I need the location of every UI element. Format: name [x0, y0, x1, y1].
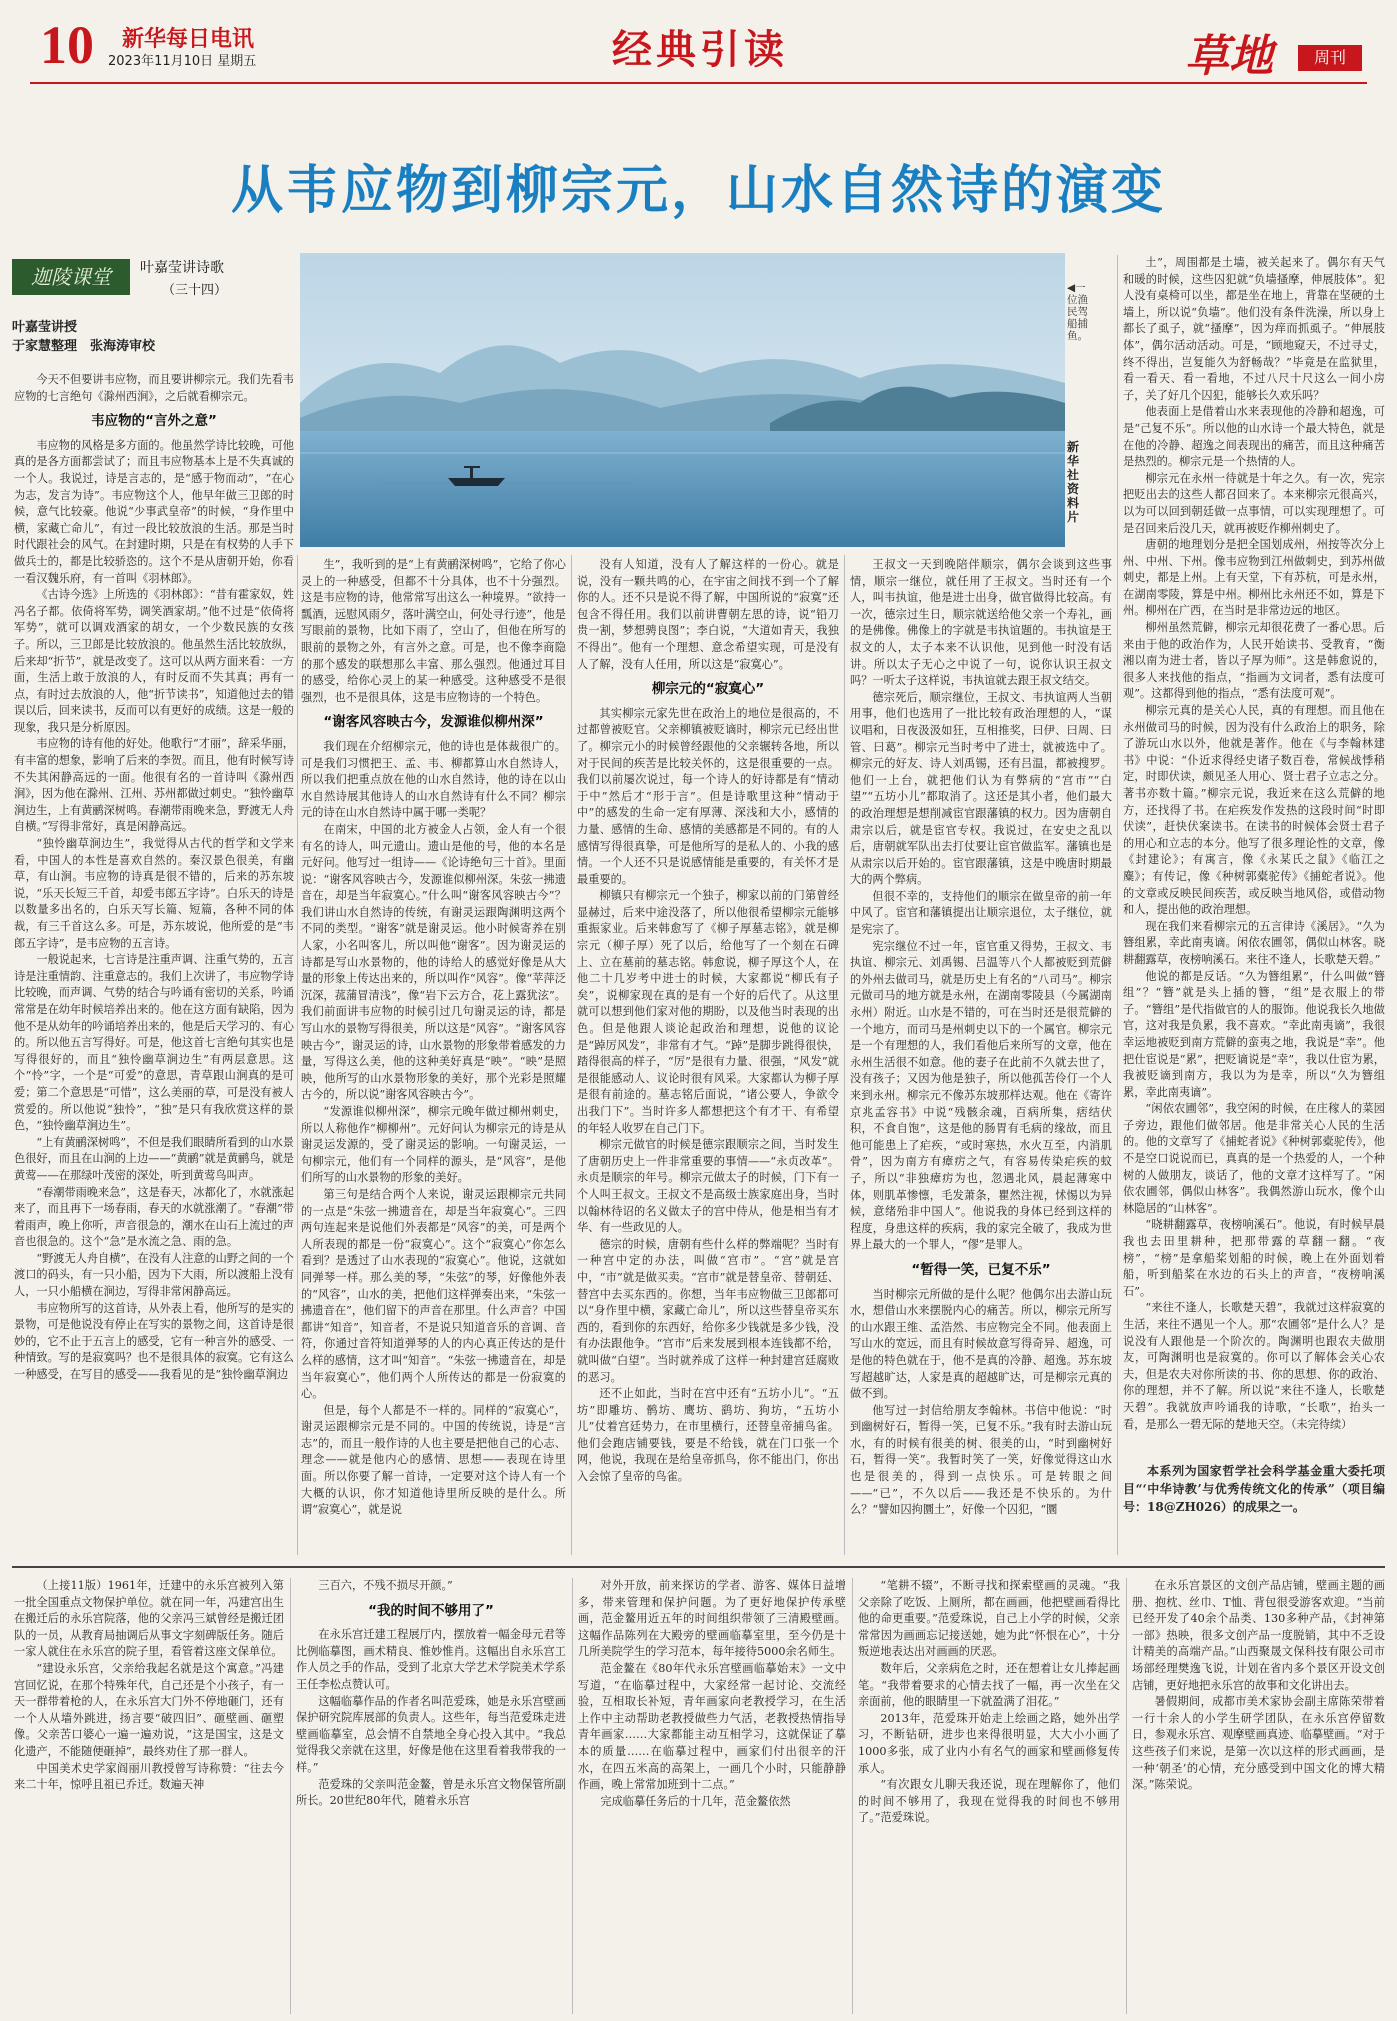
paragraph: 完成临摹任务后的十几年，范金鳌依然 — [600, 1794, 791, 1808]
column-divider — [571, 555, 572, 1555]
weekly-logo: 草地 — [1185, 31, 1273, 82]
paragraph: 他表面上是借着山水来表现他的冷静和超逸，可是“己复不乐”。所以他的山水诗一个最大特色，就是在他的冷静、超逸之间表现出的痛苦，而且这种痛苦是热烈的。柳宗元是一个热情的人。 — [1123, 405, 1385, 469]
paragraph: 德宗死后，顺宗继位，王叔文、韦执谊两人当朝用事，他们也选用了一批比较有政治理想的人，“谋议唱和，日夜汲汲如狂，互相推奖，曰伊、曰周、曰管、曰葛”。柳宗元当时考中了进士，就被选中了。柳宗元的好友、诗人刘禹锡，还有吕温，都被搜罗。他们一上台，就把他们认为有弊病的“宫市”“白望”“五坊小儿”都取消了。这还是其小者，他们最大的政治理想是想削减宦官跟藩镇的权力。因为唐朝自肃宗以后，就是宦官专权。我说过，在安史之乱以后，唐朝就军队出去打仗要让宦官做监军。藩镇也是从肃宗以后开始的。宦官跟藩镇，这是中晚唐时期最大的两个弊病。 — [850, 690, 1112, 887]
paragraph: “有次跟女儿聊天我还说，现在理解你了，他们的时间不够用了，我现在觉得我的时间也不够用了。”范爱珠说。 — [858, 1778, 1120, 1825]
paragraph: 现在我们来看柳宗元的五言律诗《溪居》。“久为簪组累，幸此南夷谪。闲依农圃邻，偶似山林客。晓耕翻露草，夜榜响溪石。来往不逢人，长歌楚天碧。” — [1123, 919, 1385, 966]
paragraph: 柳镇只有柳宗元一个独子，柳家以前的门第曾经显赫过，后来中途没落了，所以他很希望柳宗元能够重振家业。后来韩愈写了《柳子厚墓志铭》，就是柳宗元（柳子厚）死了以后，给他写了一个刻在石碑上、立在墓前的墓志铭。韩愈说，柳子厚这个人，在他二十几岁考中进士的时候，大家都说“柳氏有子矣”，说柳家现在真的是有一个好的后代了。从这里就可以想到他们家对他的期盼，以及他当时表现的出色。但是他跟人谈论起政治和理想，说他的议论是“踔厉风发”，非常有才气。“踔”是脚步跳得很快，踏得很高的样子，“厉”是很有力量、很强，“风发”就是很能感动人、议论时很有风采。大家都认为柳子厚是很有前途的。墓志铭后面说，“诸公要人，争欲令出我门下”。当时许多人都想把这个有才干、有希望的年轻人收罗在自己门下。 — [577, 889, 839, 1135]
continued-column-4 — [858, 1578, 1120, 2016]
paragraph: 他写过一封信给朋友李翰林。书信中他说：“时到幽树好石，暂得一笑，已复不乐。”我有时去游山玩水，有的时候有很美的树、很美的山，“时到幽树好石，暂得一笑”。我暂时笑了一笑，好像觉得这山水也是很美的，得到一点快乐。可是转眼之间——“已”，不久以后——我还是不快乐的。为什么？“譬如囚拘圜土”，好像一个囚犯，“圜 — [850, 1403, 1112, 1517]
paragraph: 柳州虽然荒僻，柳宗元却很花费了一番心思。后来由于他的政治作为，人民开始读书、受教育，“衡湘以南为进士者，皆以子厚为师”。这是韩愈说的，很多人来找他的指点，“指画为文词者，悉有法度可观”。这都得到他的指点，“悉有法度可观”。 — [1123, 621, 1385, 701]
column-divider — [572, 1578, 573, 2014]
funding-note — [1123, 1462, 1385, 1557]
paragraph: 对外开放，前来探访的学者、游客、媒体日益增多，带来管理和保护问题。为了更好地保护传承壁画，范金鳌用近五年的时间组织带领了三清殿壁画。这幅作品陈列在大殿旁的壁画临摹室里，至今仍是十几所美院学生的学习范本，每年接待5000余名师生。 — [578, 1579, 846, 1659]
article-column-2 — [301, 557, 566, 1560]
paragraph: 土”，周围都是土墙，被关起来了。偶尔有天气和暖的时候，这些囚犯就“负墙搔摩，伸展肢体”。犯人没有桌椅可以坐，都是坐在地上，背靠在坚硬的土墙上，所以说“负墙”。他们没有条件洗澡，所以身上都长了虱子，就“搔摩”，因为痒而抓虱子。“伸展肢体”，偶尔活动活动。可是，“顾地窥天，不过寻丈，终不得出，岂复能久为舒畅哉？”毕竟是在监狱里，看一看天、看一看地，不过八尺十尺这么一间小房子，关了好几个囚犯，能够长久欢乐吗？ — [1123, 256, 1385, 402]
header-rule — [30, 82, 1367, 84]
paragraph: 唐朝的地理划分是把全国划成州，州按等次分上州、中州、下州。像韦应物到江州做刺史，到苏州做刺史，都是上州。上有天堂，下有苏杭，可是永州，在湖南零陵，算是中州。柳州比永州还不如，算是下州。柳州在广西，在当时是非常边远的地区。 — [1123, 538, 1385, 618]
paragraph: 柳宗元在永州一待就是十年之久。有一次，宪宗把贬出去的这些人都召回来了。本来柳宗元很高兴，以为可以回到朝廷做一点事情，可以实现理想了。可是召回来后没几天，就再被贬作柳州刺史了。 — [1123, 471, 1385, 535]
paragraph: 在南宋，中国的北方被金人占领，金人有一个很有名的诗人，叫元遗山。遗山是他的号，他的本名是元好问。他写过一组诗——《论诗绝句三十首》。里面说：“谢客风容映古今，发源谁似柳州深。朱弦一拂遗音在，却是当年寂寞心。”什么叫“谢客风容映古今”？我们讲山水自然诗的传统，有谢灵运跟陶渊明这两个不同的类型。“谢客”就是谢灵运。他小时候寄养在别人家，小名叫客儿，所以叫他“谢客”。因为谢灵运的诗都是写山水景物的，他的诗给人的感觉好像是从大量的形象上传达出来的，所以叫作“风容”。像“苹萍泛沉深，菰蒲冒清浅”，像“岩下云方合，花上露犹泫”。我们前面讲韦应物的时候引过几句谢灵运的诗，都是写山水的景物写得很美，所以这是“风容”。“谢客风容映古今”，谢灵运的诗，山水景物的形象带着感发的力量，写得这么美，他的这种美好真是“映”。“映”是照映，他所写的山水景物形象的美好，那个光彩是照耀古今的，所以说“谢客风容映古今”。 — [301, 822, 566, 1102]
column-divider — [844, 555, 845, 1555]
column-divider — [1126, 1578, 1127, 2014]
column-divider — [290, 1578, 291, 2014]
paragraph: 这幅临摹作品的作者名叫范爱珠，她是永乐宫壁画保护研究院库展部的负责人。这些年，每当范爱珠走进壁画临摹室，总会情不自禁地全身心投入其中。“我总觉得我父亲就在这里，好像是他在这里看着我带我的一样。” — [296, 1694, 566, 1774]
section-heading: 韦应物的“言外之意” — [91, 413, 217, 430]
paragraph: 数年后，父亲病危之时，还在想着让女儿捧起画笔。“我带着要求的心情去找了一幅，再一次坐在父亲面前，他的眼睛里一下就盈满了泪花。” — [858, 1661, 1120, 1709]
paragraph: 范金鳌在《80年代永乐宫壁画临摹始末》一文中写道，“在临摹过程中，大家经常一起讨论、交流经验，互相取长补短，青年画家向老教授学习，在生活上作中主动帮助老教授做些力气活，老教授热情指导青年画家……大家都能主动互相学习，这就保证了摹本的质量……在临摹过程中，画家们付出很辛的汗水，在四五米高的高架上，一画几个小时，只能静静作画，晚上常常加班到十二点。” — [578, 1661, 846, 1792]
paragraph: 其实柳宗元家先世在政治上的地位是很高的，不过都曾被贬官。父亲柳镇被贬谪时，柳宗元已经出世了。柳宗元小的时候曾经跟他的父亲辗转各地，所以对于民间的疾苦是比较关怀的，这是很重要的一点。我们以前屡次说过，每一个诗人的好诗都是有“情动于中”然后才“形于言”。但是诗歌里这种“情动于中”的感发的生命一定有厚薄、深浅和大小，感情的力量、感情的生命、感情的美感都是不同的。有的人感情写得很真挚，可是他所写的是私人的、小我的感情。一个人还不只是说感情能是重要的，有关怀才是最重要的。 — [577, 706, 839, 886]
page-number: 10 — [40, 15, 94, 75]
lake-photo — [300, 253, 1065, 547]
paragraph: “发源谁似柳州深”，柳宗元晚年做过柳州刺史，所以人称他作“柳柳州”。元好问认为柳宗元的诗是从谢灵运发源的，受了谢灵运的影响。一句谢灵运，一句柳宗元，他们有一个同样的源头，是“风容”，是他们所写的山水景物的形象的美好。 — [301, 1105, 566, 1185]
section-title: 经典引读 — [612, 26, 788, 73]
paragraph: 但是，每个人都是不一样的。同样的“寂寞心”，谢灵运跟柳宗元是不同的。中国的传统说，诗是“言志”的，而且一般作诗的人也主要是把他自己的心志、理念——就是他内心的感情、思想——表现在诗里面。所以你要了解一首诗，一定要对这个诗人有一个大概的认识，你才知道他诗里所反映的是什么。所谓“寂寞心”，就是说 — [301, 1403, 566, 1517]
continued-column-1 — [14, 1578, 284, 2016]
article-column-3 — [577, 557, 839, 1560]
paragraph: 韦应物的风格是多方面的。他虽然学诗比较晚，可他真的是各方面都尝试了；而且韦应物基本上是不失真诚的一个人。我说过，诗是言志的，是“感于物而动”，“在心为志，发言为诗”。韦应物这个人，他早年做三卫郎的时候，意气比较豪。他说“少事武皇帝”的时候，“身作里中横，家藏亡命儿”，有过一段比较放浪的生活。那是当时时代跟社会的风气。在封建时期，只是在有权势的人手下做兵士的，都是比较骄恣的。这个不是从唐朝开始，你看一看汉魏乐府，有一首叫《羽林郎》。 — [14, 438, 294, 585]
paragraph: 柳宗元做官的时候是德宗跟顺宗之间，当时发生了唐朝历史上一件非常重要的事情——“永贞改革”。永贞是顺宗的年号。柳宗元做太子的时候，门下有一个人叫王叔文。王叔文不是高级士族家庭出身，当时以翰林待诏的名义做太子的宫中侍从，他是相当有才华、有一些政见的人。 — [577, 1138, 839, 1235]
paragraph: 第三句是结合两个人来说，谢灵运跟柳宗元共同的一点是“朱弦一拂遗音在，却是当年寂寞心”。三四两句连起来是说他们外表都是“风容”的美，可是两个人所表现的都是一份“寂寞心”。这个“寂寞心”你怎么看到？是透过了山水表现的“寂寞心”。他说，这就如同弹琴一样。那么美的琴，“朱弦”的琴，好像他外表的“风容”，山水的美，把他们这样弹奏出来，“朱弦一拂遗音在”，他们留下的声音在那里。什么声音？中国都讲“知音”，知音者，不是说只知道音乐的音调、音符，你通过音符知道弹琴的人的内心真正传达的是什么样的感情，这才叫“知音”。“朱弦一拂遗音在，却是当年寂寞心”，他们两个人所传达的都是一份寂寞的心。 — [301, 1187, 566, 1401]
series-box — [12, 253, 292, 303]
paragraph: “野渡无人舟自横”，在没有人注意的山野之间的一个渡口的码头，有一只小船，因为下大雨，所以渡船上没有人，一只小船横在涧边，写得非常闲静高远。 — [14, 1251, 294, 1299]
paragraph: 《古诗今选》上所选的《羽林郎》：“昔有霍家奴，姓冯名子都。依倚将军势，调笑酒家胡。”他不过是“依倚将军势”，就可以调戏酒家的胡女，一个少数民族的女孩子。所以，三卫郎是比较放浪的。他虽然生活比较放纵，后来却“折节”，就是改变了。这可以从两方面来看：一方面，生活上敢于放浪的人，有时反而不失其真；再有一点，有时过去放浪的人，他“折节读书”，知道他过去的错误以后，回来读书，反而可以有更好的成绩。这是一般的现象，我只是分析原因。 — [14, 588, 294, 734]
paragraph: “春潮带雨晚来急”，这是春天，冰都化了，水就涨起来了，而且再下一场春雨，春天的水就涨潮了。“春潮”带着雨声，晚上你听，声音很急的，潮水在山石上流过的声音也很急的。这个“急”是水流之急、雨的急。 — [14, 1185, 294, 1249]
paragraph: 中国美术史学家阎丽川教授曾写诗称赞：“往去今来二十年，惊呼且祖已乔迁。数遍天神 — [14, 1761, 284, 1792]
funding-note-text: 本系列为国家哲学社会科学基金重大委托项目“‘中华诗教’与优秀传统文化的传承”（项目编号：18@ZH026）的成果之一。 — [1123, 1464, 1385, 1514]
fisherman-lake-image — [300, 253, 1065, 547]
paragraph: 韦应物的诗有他的好处。他歌行“才丽”，辞采华丽，有丰富的想象，影响了后来的李贺。而且，他有时候写诗不失其闲静高远的一面。他很有名的一首诗叫《滁州西涧》，因为他在滁州、江州、苏州都做过刺史。“独怜幽草涧边生，上有黄鹂深树鸣。春潮带雨晚来急，野渡无人舟自横。”写得非常好，真是闲静高远。 — [14, 737, 294, 834]
paragraph: 一般说起来，七言诗是注重声调、注重气势的，五言诗是注重情韵、注重意志的。我们上次讲了，韦应物学诗比较晚，而声调、气势的结合与吟诵有密切的关系，吟诵常常是在幼年时候培养出来的。他在这方面有缺陷，因为他不是从幼年的吟诵培养出来的，他是后天学习的、有心的。所以他五言写得好。可是，他这首七言绝句其实也是写得很好的，而且“独怜幽草涧边生”有两层意思。这个“怜”字，一个是“可爱”的意思，青草跟山涧真的是可爱；第二个意思是“可惜”，这么美丽的草，可是没有被人赏爱的。所以他说“独怜”，“独”是只有我欣赏这样的景色，“独怜幽草涧边生”。 — [14, 953, 294, 1133]
section-heading: “暂得一笑，已复不乐” — [911, 1261, 1051, 1278]
paragraph: 在永乐宫景区的文创产品店铺，壁画主题的画册、抱枕、丝巾、T恤、背包很受游客欢迎。“当前已经开发了40余个品类、130多种产品，《封神第一部》热映，很多文创产品一度脱销，其中不乏设计精美的高端产品。”山西聚晟文保科技有限公司市场部经理樊逸飞说，计划在省内多个景区开设文创店铺，更好地把永乐宫的故事和文化讲出去。 — [1132, 1579, 1385, 1692]
article-column-1 — [14, 372, 294, 1560]
paragraph: （上接11版）1961年，迁建中的永乐宫被列入第一批全国重点文物保护单位。就在同一年，冯建宫出生在搬迁后的永乐宫院落，他的父亲冯三斌曾经是搬迁团队的一员，从教育局抽调后从事文字刻碑版任务。随后一家人就住在永乐宫的院子里，看管着这座文保单位。 — [14, 1579, 284, 1659]
paragraph: 今天不但要讲韦应物，而且要讲柳宗元。我们先看韦应物的七言绝句《滁州西涧》，之后就看柳宗元。 — [14, 373, 294, 403]
paragraph: “笔耕不辍”，不断寻找和探索壁画的灵魂。“我父亲除了吃饭、上厕所，都在画画，他把壁画看得比他的命更重要。”范爱珠说，自己上小学的时候，父亲常常因为画画忘记接送她，她为此“怀恨在心”，十分叛逆地表达出对画画的厌恶。 — [858, 1579, 1120, 1659]
section-heading: “我的时间不够用了” — [368, 1602, 494, 1619]
series-number: （三十四） — [162, 283, 228, 298]
byline-editors: 于家慧整理 张海涛审校 — [12, 339, 156, 354]
paragraph: 我们现在介绍柳宗元，他的诗也是体裁很广的。可是我们习惯把王、孟、韦、柳都算山水自然诗人，所以我们把重点放在他的山水自然诗，他的诗在以山水自然诗展其他诗人的山水自然诗有什么不同？柳宗元的诗在山水自然诗中属于哪一类呢？ — [301, 739, 566, 820]
paragraph: 王叔文一天到晚陪伴顺宗，偶尔会谈到这些事情，顺宗一继位，就任用了王叔文。当时还有一个人，叫韦执谊，他是进士出身，做官做得比较高。有一次，德宗过生日，顺宗就送给他父亲一个寿礼，画的是佛像。佛像上的字就是韦执谊题的。韦执谊是王叔文的人，太子本来不认识他，见到他一时没有话讲。所以太子无心之中说了一句，说你认识王叔文吗？一听太子这样说，韦执谊就去跟王叔文结交。 — [850, 558, 1112, 688]
paragraph: 德宗的时候，唐朝有些什么样的弊端呢？当时有一种宫中定的办法，叫做“宫市”。“宫”就是宫中，“市”就是做买卖。“宫市”就是替皇帝、替朝廷、替宫中去买东西的。你想，当年韦应物做三卫郎都可以“身作里中横，家藏亡命儿”，所以这些替皇帝买东西的，看到你的东西好，给你多少钱就是多少钱，没有办法跟他争。“宫市”后来发展到根本连钱都不给，就叫做“白望”。当时就养成了这样一种封建宫廷腐败的恶习。 — [577, 1237, 839, 1384]
column-divider — [852, 1578, 853, 2014]
article-column-5 — [1123, 255, 1385, 1455]
paragraph: “上有黄鹂深树鸣”，不但是我们眼睛所看到的山水景色很好，而且在山涧的上边——“黄鹂”就是黄鹂鸟，就是黄莺——在那绿叶茂密的深处，听到黄莺鸟叫声。 — [14, 1135, 294, 1182]
paragraph: 柳宗元真的是关心人民，真的有理想。而且他在永州做司马的时候，因为没有什么政治上的职务，除了游玩山水以外，他就是著作。他在《与李翰林建书》中说：“仆近求得经史诸子数百卷，常候战悸稍定，时即伏读，颇见圣人用心、贤士君子立志之分。著书亦数十篇。”柳宗元说，我近来在这么荒僻的地方，还找得了书。在疟疾发作发热的这段时间“时即伏读”，赶快伏案读书。在读书的时候体会贤士君子的用心和立志的本分。他写了很多理论性的文章，像《封建论》；有寓言，像《永某氏之鼠》《临江之麋》；有传记，像《种树郭橐驼传》《捕蛇者说》。他的文章或反映民间疾苦，或反映当地风俗，或借动物和人，提出他的政治理想。 — [1123, 704, 1385, 917]
article-headline: 从韦应物到柳宗元，山水自然诗的演变 — [230, 161, 1166, 221]
paragraph: “独怜幽草涧边生”，我觉得从古代的哲学和文学来看，中国人的本性是喜欢自然的。秦汉景色很美，有幽草，有山涧。韦应物的诗真是很不错的，后来的苏东坡说，“乐天长短三千首，却爱韦郎五字诗”。白乐天的诗是以数量多出名的，白乐天写长篇、短篇，各种不同的体裁，有三千首这么多。可是，苏东坡说，他所爱的是“韦郎五字诗”，是韦应物的五言诗。 — [14, 837, 294, 950]
series-name: 叶嘉莹讲诗歌 — [140, 260, 224, 276]
issue-date: 2023年11月10日 星期五 — [108, 54, 257, 69]
paragraph: 生”，我听到的是“上有黄鹂深树鸣”，它给了你心灵上的一种感受，但都不十分具体，也不十分强烈。这是韦应物的诗，他常常写出这么一种境界。“欲持一瓢酒，远慰风雨夕，落叶满空山，何处寻行迹”，他是写眼前的景物，比如下雨了，空山了，但他在所写的眼前的景物之外，有言外之意。可是，也不像李商隐的那个感发的联想那么丰富、那么强烈。他通过耳目的感受，给你心灵上的某一种感受。这种感受不是很强烈，也不是很具体，这是韦应物诗的一个特色。 — [301, 558, 566, 704]
paragraph: “晓耕翻露草，夜榜响溪石”。他说，有时候早晨我也去田里耕种，把那带露的草翻一翻。“夜榜”，“榜”是拿船桨划船的时候，晚上在外面划着船，听到船桨在水边的石头上的声音，“夜榜响溪石”。 — [1123, 1218, 1385, 1298]
bottom-article-divider — [12, 1566, 1385, 1568]
paragraph: 在永乐宫迁建工程展厅内，摆放着一幅金母元君等比例临摹图，画术精良、惟妙惟肖。这幅出自永乐宫工作人员之手的作品，受到了北京大学艺术学院美术学系王任李松点赞认可。 — [296, 1628, 566, 1691]
column-divider — [1117, 255, 1118, 1555]
continued-column-3 — [578, 1578, 846, 2016]
paragraph: 2013年，范爱珠开始走上绘画之路，她外出学习，不断钻研，进步也来得很明显，大大小小画了1000多张，成了业内小有名气的画家和壁画修复传承人。 — [858, 1711, 1120, 1775]
column-divider — [297, 555, 298, 1555]
paragraph: 韦应物所写的这首诗，从外表上看，他所写的是实的景物，可是他说没有停止在写实的景物之间，这首诗是很妙的，它不止于五言上的感受，它有一种言外的感受、一种情致。写的是寂寞吗？也不是很具体的寂寞。它有这么一种感受，在写目的感受——我看见的是“独怜幽草涧边 — [14, 1301, 294, 1382]
paragraph: 范爱珠的父亲叫范金鳌，曾是永乐宫文物保管所副所长。20世纪80年代，随着永乐宫 — [296, 1777, 566, 1808]
continued-column-5 — [1132, 1578, 1385, 2016]
article-column-4 — [850, 557, 1112, 1560]
newspaper-name: 新华每日电讯 — [122, 27, 255, 52]
section-heading: “谢客风容映古今，发源谁似柳州深” — [323, 714, 544, 731]
byline — [12, 318, 302, 356]
photo-caption: ◀一位渔民驾船捕鱼。 — [1067, 282, 1088, 342]
photo-credit: 新华社资料片 — [1067, 440, 1080, 524]
paragraph: 还不止如此，当时在宫中还有“五坊小儿”。“五坊”即雕坊、鹘坊、鹰坊、鹞坊、狗坊，“五坊小儿”仗着宫廷势力，在市里横行，还替皇帝捕鸟雀。他们会跑店铺要钱，要是不给钱，就在门口张一个网，他说，我现在是给皇帝抓鸟，你不能出门，你出入会惊了皇帝的鸟雀。 — [577, 1387, 839, 1484]
weekly-label: 周刊 — [1298, 45, 1362, 71]
paragraph: 宪宗继位不过一年，宦官重又得势，王叔文、韦执谊、柳宗元、刘禹锡、吕温等八个人都被贬到荒僻的外州去做司马，就是历史上有名的“八司马”。柳宗元做司马的地方就是永州，在湖南零陵县（今属湖南永州）附近。山水是不错的，可在当时还是很荒僻的一个地方，而司马是州刺史以下的一个属官。柳宗元是一个有理想的人，我们看他后来所写的文章，他在永州生活很不如意。他的妻子在此前不久就去世了，没有孩子；又因为他是独子，所以他孤苦伶仃一个人来到永州。柳宗元不像苏东坡那样达观。他在《寄许京兆孟容书》中说“残骸余魂，百病所集，痞结伏积，不食自饱”，这是他的肠胃有毛病的缘故，而且他可能患上了疟疾，“或时寒热，水火互至，内消肌骨”，因为南方有瘴疠之气，有容易传染疟疾的蚊子，所以“非独瘴疠为也，忽遇北风，晨起薄寒中体，则肌革惨懔，毛发萧条，瞿然注视，怵惕以为异候，意绪殆非中国人”。他说我的身体已经到这样的程度，身患这样的疾病，我的家完全破了，我成为世界上最大的一个罪人，“僇”是罪人。 — [850, 939, 1112, 1252]
paragraph: 但很不幸的，支持他们的顺宗在做皇帝的前一年中风了。宦官和藩镇提出让顺宗退位，太子继位，就是宪宗了。 — [850, 889, 1112, 937]
continued-column-2 — [296, 1578, 566, 2016]
section-heading: 柳宗元的“寂寞心” — [651, 681, 765, 698]
paragraph: 暑假期间，成都市美术家协会副主席陈荣带着一行十余人的小学生研学团队，在永乐宫停留数日，参观永乐宫、观摩壁画真迹、临摹壁画。“对于这些孩子们来说，是第一次以这样的形式画画，是一种‘朝圣’的心情，充分感受到中国文化的博大精深。”陈荣说。 — [1132, 1695, 1385, 1792]
paragraph: “闲依农圃邻”，我空闲的时候，在庄稼人的菜园子旁边，跟他们做邻居。他是非常关心人民的生活的。他的文章写了《捕蛇者说》《种树郭橐驼传》，他不是空口说说而已，真真的是一个热爱的人，一个种树的人做朋友，谈话了，他的文章才这样写了。“闲依农圃邻，偶似山林客”。我偶然游山玩水，像个山林隐居的“山林客”。 — [1123, 1102, 1385, 1215]
paragraph: “建设永乐宫，父亲给我起名就是这个寓意。”冯建宫回忆说，在那个特殊年代，自己还是个小孩子，有一天一群带着枪的人，在永乐宫大门外不停地砸门，还有一个人从墙外跳进，扬言要“破四旧”、砸壁画、砸塑像。父亲苦口婆心一遍一遍劝说，“这是国宝，这是文化遗产，不能随便砸掉”，最终劝住了那一群人。 — [14, 1661, 284, 1758]
paragraph: “来往不逢人，长歌楚天碧”，我就过这样寂寞的生活，来往不遇见一个人。那“农圃邻”是什么人？是说没有人跟他是一个阶次的。陶渊明也跟农夫做朋友，可陶渊明也是寂寞的。你可以了解体会关心农夫，但是农夫对你所读的书、你的思想、你的政治、你的理想，并不了解。所以说“来往不逢人，长歌楚天碧”。我就放声吟诵我的诗歌，“长歌”，抬头一看，是那么一碧无际的楚地天空。（未完待续） — [1123, 1301, 1385, 1431]
paragraph: 没有人知道，没有人了解这样的一份心。就是说，没有一颗共鸣的心，在宇宙之间找不到一个了解你的人。还不只是说不得了解，中国所说的“寂寞”还包含不得任用。我们以前讲曹朝左思的诗，说“铅刀贵一割，梦想骋良图”；李白说，“大道如青天，我独不得出”。他有一个理想、意念希望实现，可是没有人了解，没有人任用，所以这是“寂寞心”。 — [577, 558, 839, 671]
byline-lecturer: 叶嘉莹讲授 — [12, 320, 78, 335]
paragraph: 他说的都是反话。“久为簪组累”，什么叫做“簪组”？“簪”就是头上插的簪，“组”是衣服上的带子。“簪组”是代指做官的人的服饰。他说我长久地做官，这对我是负累，我不喜欢。“幸此南夷谪”，我很幸运地被贬到南方荒僻的蛮夷之地，我说是“幸”。他把仕宦说是“累”，把贬谪说是“幸”，我以仕宦为累，我被贬谪到南方，我以为为是幸，所以“久为簪组累，幸此南夷谪”。 — [1123, 969, 1385, 1099]
series-logo: 迦陵课堂 — [12, 259, 130, 295]
paragraph: 三百六，不残不损尽开颜。” — [318, 1579, 453, 1592]
paragraph: 当时柳宗元所做的是什么呢？他偶尔出去游山玩水，想借山水来摆脱内心的痛苦。所以，柳宗元所写的山水跟王维、孟浩然、韦应物完全不同。他表面上写山水的宽远，而且有时候故意写得奇异、超逸，可是他的特色就在于，他不是真的冷静、超逸。苏东坡写超越旷达，人家是真的超越旷达，可是柳宗元真的做不到。 — [850, 1287, 1112, 1401]
